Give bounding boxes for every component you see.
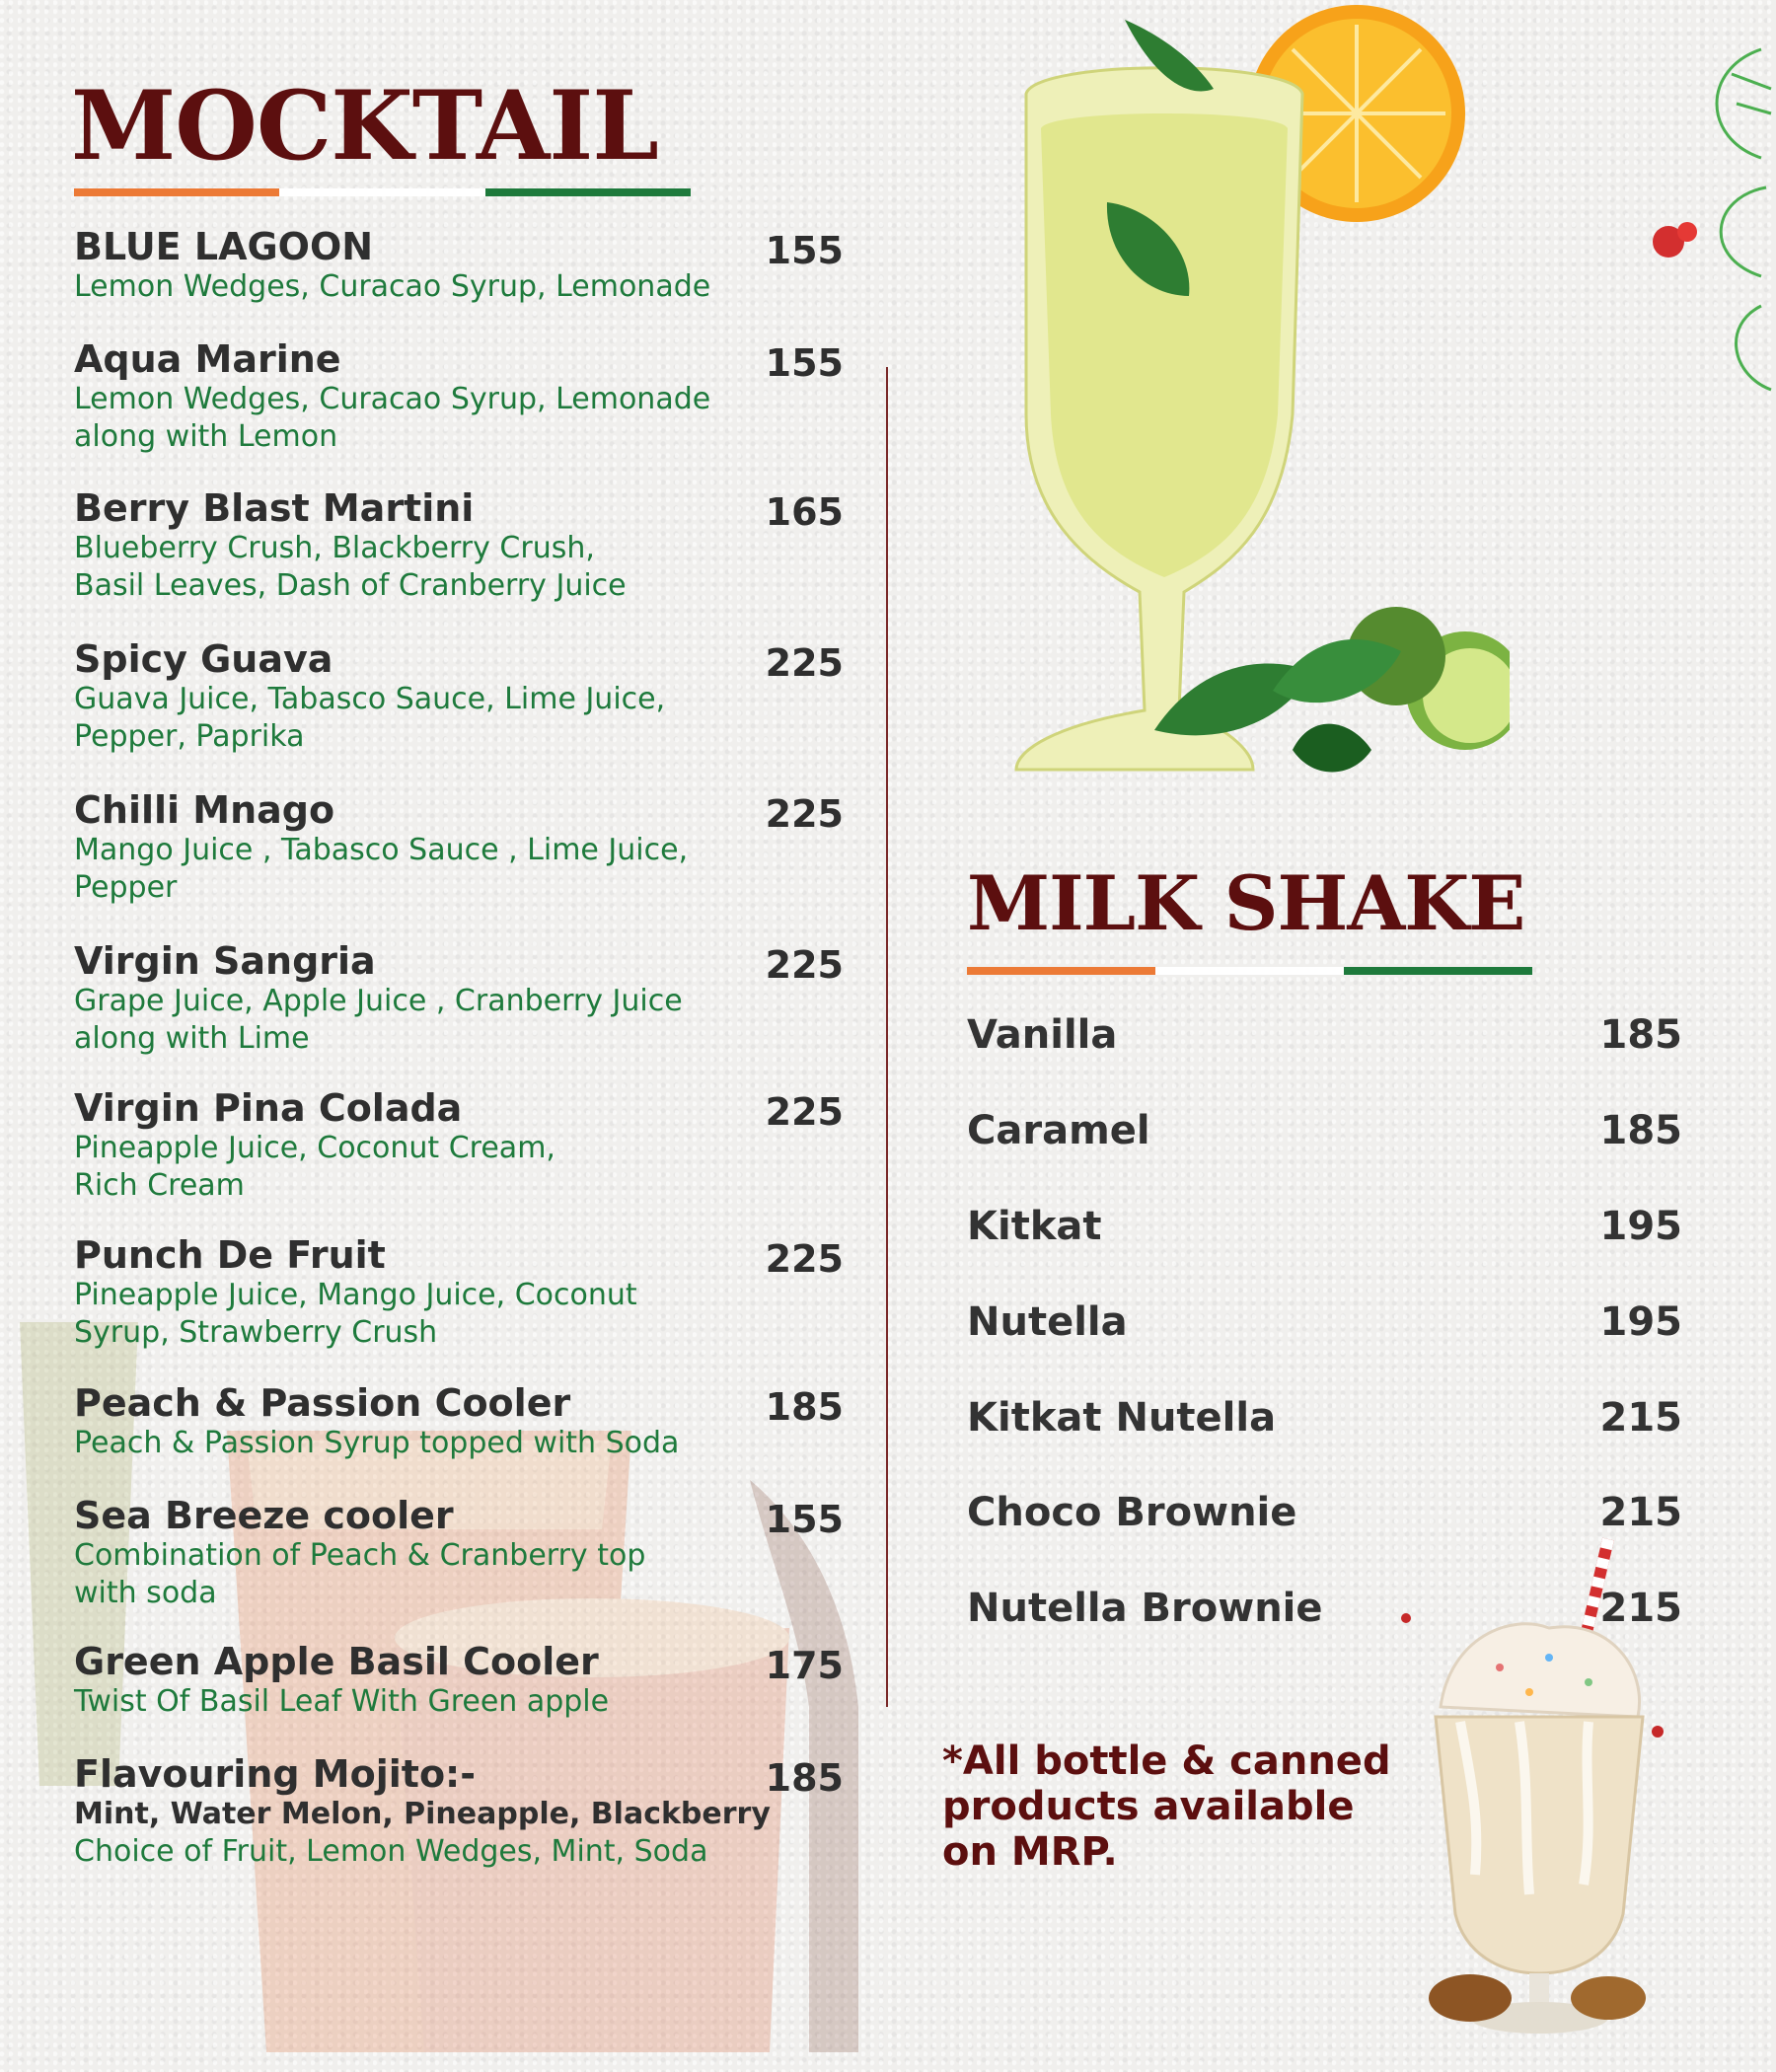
item-price: 225	[765, 943, 844, 987]
shake-name: Kitkat Nutella	[967, 1395, 1277, 1441]
item-name: Aqua Marine	[74, 337, 341, 381]
menu-item	[74, 637, 853, 756]
milk-shake-heading: MILK SHAKE	[967, 859, 1525, 947]
item-description: Grape Juice, Apple Juice , Cranberry Juice along with Lime	[74, 984, 683, 1056]
item-description: Twist Of Basil Leaf With Green apple	[74, 1684, 610, 1719]
shake-name: Kitkat	[967, 1204, 1102, 1249]
tricolor-underline	[967, 967, 1532, 975]
menu-item	[74, 337, 853, 456]
shake-item	[967, 1012, 1682, 1062]
item-description: Choice of Fruit, Lemon Wedges, Mint, Soda	[74, 1834, 708, 1869]
leaf-sprig-illustration	[1643, 30, 1776, 395]
column-divider	[886, 367, 888, 1707]
item-name: Punch De Fruit	[74, 1233, 386, 1277]
item-name: Berry Blast Martini	[74, 486, 475, 530]
milkshake-glass-illustration	[1381, 1519, 1677, 2052]
item-price: 225	[765, 1090, 844, 1134]
mrp-note: *All bottle & canned products available on MRP.	[942, 1739, 1391, 1875]
shake-name: Vanilla	[967, 1012, 1118, 1058]
menu-item	[74, 1640, 853, 1721]
item-description-flavours: Mint, Water Melon, Pineapple, Blackberry	[74, 1797, 771, 1831]
menu-item	[74, 486, 853, 605]
item-name: BLUE LAGOON	[74, 225, 374, 268]
shake-item	[967, 1395, 1682, 1444]
item-price: 155	[765, 229, 844, 272]
mocktail-heading: MOCKTAIL	[71, 70, 658, 182]
shake-name: Nutella Brownie	[967, 1586, 1323, 1631]
item-price: 225	[765, 1237, 844, 1281]
shake-name: Caramel	[967, 1108, 1150, 1153]
item-price: 175	[765, 1644, 844, 1687]
item-description: Guava Juice, Tabasco Sauce, Lime Juice, Pepper, Paprika	[74, 682, 666, 754]
item-price: 185	[765, 1756, 844, 1800]
shake-name: Nutella	[967, 1299, 1128, 1345]
shake-item	[967, 1299, 1682, 1349]
shake-price: 195	[1599, 1299, 1682, 1345]
menu-item	[74, 1233, 853, 1352]
item-description: Lemon Wedges, Curacao Syrup, Lemonade	[74, 269, 711, 304]
item-description: Lemon Wedges, Curacao Syrup, Lemonade along with Lemon	[74, 382, 711, 454]
shake-price: 185	[1599, 1012, 1682, 1058]
item-name: Flavouring Mojito:-	[74, 1752, 477, 1796]
menu-item	[74, 939, 853, 1058]
menu-item	[74, 788, 853, 907]
shake-item	[967, 1108, 1682, 1157]
menu-item	[74, 1381, 853, 1462]
shake-price: 215	[1599, 1395, 1682, 1441]
item-description: Pineapple Juice, Coconut Cream, Rich Cream	[74, 1131, 555, 1203]
item-name: Chilli Mnago	[74, 788, 335, 832]
item-description: Peach & Passion Syrup topped with Soda	[74, 1426, 680, 1460]
shake-item	[967, 1204, 1682, 1253]
item-description: Mango Juice , Tabasco Sauce , Lime Juice, Pepper	[74, 833, 689, 905]
item-name: Spicy Guava	[74, 637, 333, 681]
item-price: 155	[765, 1498, 844, 1541]
shake-price: 185	[1599, 1108, 1682, 1153]
menu-item	[74, 1494, 853, 1612]
item-description: Combination of Peach & Cranberry top with soda	[74, 1538, 646, 1610]
item-name: Peach & Passion Cooler	[74, 1381, 571, 1425]
menu-item	[74, 225, 853, 306]
shake-name: Choco Brownie	[967, 1490, 1297, 1535]
tricolor-underline	[74, 188, 691, 196]
item-price: 185	[765, 1385, 844, 1429]
shake-price: 195	[1599, 1204, 1682, 1249]
shake-price: 215	[1599, 1490, 1682, 1535]
item-name: Virgin Sangria	[74, 939, 376, 983]
item-price: 155	[765, 341, 844, 385]
item-price: 225	[765, 641, 844, 685]
item-description: Blueberry Crush, Blackberry Crush, Basil Leaves, Dash of Cranberry Juice	[74, 531, 627, 603]
lemon-mocktail-glass-illustration	[997, 0, 1510, 849]
item-name: Virgin Pina Colada	[74, 1086, 463, 1130]
item-price: 165	[765, 490, 844, 534]
item-name: Sea Breeze cooler	[74, 1494, 454, 1537]
menu-item	[74, 1752, 853, 1871]
item-name: Green Apple Basil Cooler	[74, 1640, 599, 1683]
shake-price: 215	[1599, 1586, 1682, 1631]
item-price: 225	[765, 792, 844, 836]
menu-item	[74, 1086, 853, 1205]
item-description: Pineapple Juice, Mango Juice, Coconut Syrup, Strawberry Crush	[74, 1278, 637, 1350]
